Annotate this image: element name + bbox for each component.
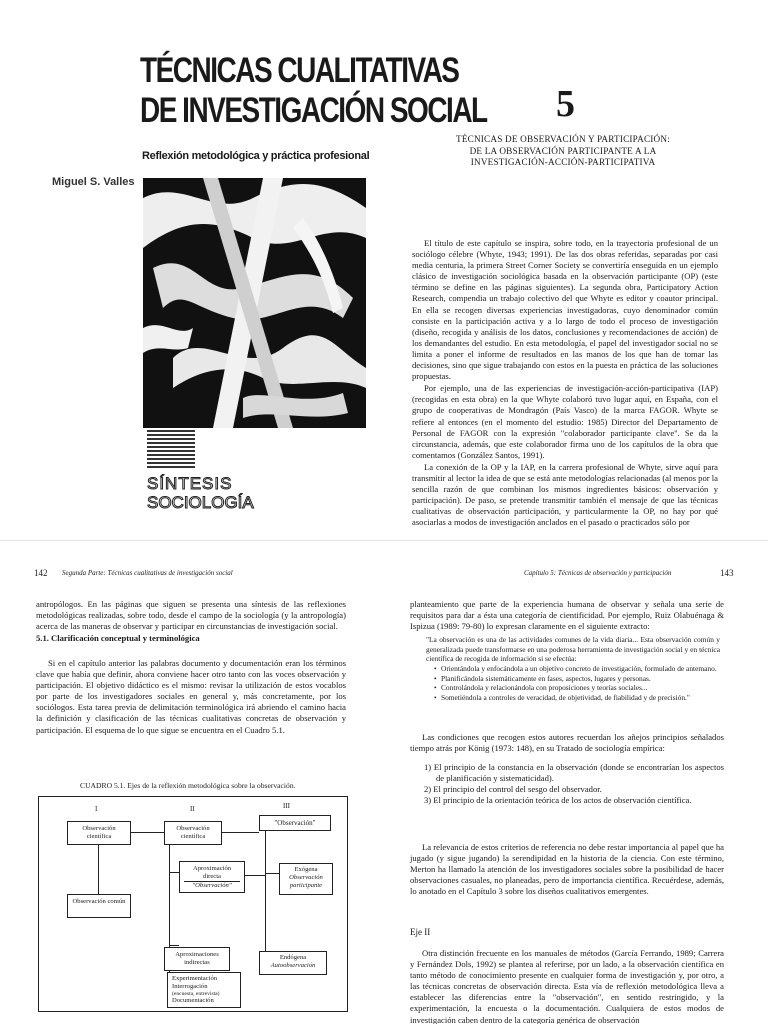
chapter-paragraph-1: El título de este capítulo se inspira, sobre todo, en la trayectoria profesional de un sociólogo célebre (Whyte, 1943; 1991). De las dos obras referidas, separadas por casi media centuria, la primera Street Corner Society se convertiría enseguida en un ejemplo clásico de investigación sociológica basada en la observación participante (OP) (este término se define en las páginas siguientes). La segunda obra, Participatory Action Research, compendia un trabajo colectivo del que Whyte es editor y coautor principal. En ella se recogen diversas experiencias investigadoras, cuyo denominador común consiste en la participación activa y a lo largo de todo el proceso de investigación (diseño, recogida y análisis de los datos, conclusiones y recomendaciones de acción) de los demandantes del estudio. En esta metodología, el papel del investigador social no se limita a poner el informe de resultados en las manos de los que han de tomar las decisiones, sino que sigue trabajando con estos en la puesta en práctica de las soluciones propuestas. [412,238,718,382]
box-endogena [259,951,327,975]
merton-paragraph: La relevancia de estos criterios de referencia no debe restar importancia al papel que ha jugado (y sigue jugando) la serendipidad en la historia de la ciencia. Con este término, Merton ha llamado la atención de los investigadores sociales sobre la posibilidad de hacer observaciones casuales, no planeadas, pero de importancia científica. Recuérdese, además, lo anotado en el Capítulo 3 sobre los diseños cualitativos emergentes. [410,842,724,897]
section-paragraph: Si en el capítulo anterior las palabras documento y documentación eran los términos clave que había que definir, ahora conviene hacer otro tanto con las voces observación y participación. El objetivo didáctico es el mismo: revisar la utilización de estos vocablos por parte de los investigadores sociales en general y, más concretamente, por los sociólogos. Esta tarea previa de delimitación terminológica irá abriendo el camino hacia la definición y clasificación de las técnicas cualitativas concretas de observación y participación. El esquema de lo que sigue se encuentra en el Cuadro 5.1. [36,658,346,735]
bullet-text: Controlándola y relacionándola con proposiciones y teorías sociales... [441,683,648,693]
box-observacion-comun [67,894,131,918]
page-142-intro: antropólogos. En las páginas que siguen se presenta una síntesis de las reflexiones metodológicas realizadas, sobre todo, desde el campo de la sociología (y la antropología) acerca de las maneras de observar y participar en circunstancias de investigación social. [36,599,346,632]
page-143-konig [410,732,724,754]
connector [244,875,265,876]
book-author: Miguel S. Valles [52,176,135,188]
bullet-item: • Orientándola y enfocándola a un objetivo concreto de investigación, formulado de antemano. [434,664,720,674]
page-143-intro: planteamiento que parte de la experiencia humana de observar y señala una serie de requisitos para dar a ésta una categoría de cientificidad. Por ejemplo, Ruiz Olabuénaga & Ispizua (1989: 79-80) lo expresan claramente en el siguiente extracto: [410,599,724,632]
page-number-143: 143 [720,568,734,578]
box-observacion-quote [259,815,331,831]
eje-ii-heading: Eje II [410,927,431,937]
box-observacion-cientifica-1 [67,821,131,845]
connector [169,945,179,946]
box-tecnicas-indirectas [167,972,241,1008]
item-interrogacion-sub: (encuesta, entrevista) [172,991,220,997]
connector [130,832,164,833]
chapter-opener-page [384,0,768,540]
box-label-italic: Observación participante [289,874,323,889]
box-label: Endógena [279,954,307,961]
page-143-merton [410,842,724,897]
box-label: Exógena [294,866,318,873]
box-label: Observación científica [176,825,210,840]
bullet-item: • Planificándola sistemáticamente en fases, aspectos, lugares y personas. [434,674,720,684]
quote-bullets [434,664,720,702]
bullet-item: • Controlándola y relacionándola con proposiciones y teorías sociales... [434,683,720,693]
page-142 [0,540,384,1024]
connector [265,873,279,874]
section-heading-5-1: 5.1. Clarificación conceptual y terminológica [36,633,200,643]
chapter-paragraph-2: Por ejemplo, una de las experiencias de investigación-acción-participativa (IAP) (recogidas en esta obra) en la que Whyte colaboró tuvo lugar aquí, en España, con el grupo de cooperativas de Mondragón (País Vasco) de la marca FAGOR. Whyte se refiere al entonces (en el momento del estudio: 1985) Director del Departamento de Personal de FAGOR con la expresión "colaborador participante clave". Se da la circunstancia, además, que este colaborador firma uno de los capítulos de la obra que comentamos (González Santos, 1991). [412,383,718,460]
konig-paragraph: Las condiciones que recogen estos autores recuerdan los añejos principios señalados tiempo atrás por König (1973: 148), en su Tratado de sociología empírica: [410,732,724,754]
page-143-quote: "La observación es una de las actividades comunes de la vida diaria... Esta observación común y generalizada puede transformarse en una poderosa herramienta de investigación social y en técnica científica de recogida de información si se efectúa: [426,635,720,664]
box-aproximaciones-indirectas [164,947,230,971]
box-label: Observación científica [82,825,116,840]
running-head-142: Segunda Parte: Técnicas cualitativas de investigación social [62,569,233,577]
figure-caption: CUADRO 5.1. Ejes de la reflexión metodológica sobre la observación. [80,781,296,790]
chapter-title [408,134,718,169]
chapter-number: 5 [556,83,575,125]
item-experimentacion: Experimentación [172,975,218,982]
running-head-143: Capítulo 5: Técnicas de observación y participación [524,569,672,577]
chapter-paragraph-3: La conexión de la OP y la IAP, en la carrera profesional de Whyte, sirve aquí para transmitir al lector la idea de que se está ante metodologías relacionadas (al menos por la sencilla razón de que combinan los mismos ingredientes básicos: observación y participación). De paso, se pretende transmitir también el mensaje de que las técnicas cualitativas de observación participación, y particularmente la OP, no hay por qué asociarlas a modos de investigación anclados en el pasado o practicados sólo por [412,461,718,528]
principle-1: 1) El principio de la constancia en la observación (donde se encontrarían los aspectos de planificación y sistematicidad). [424,762,724,784]
page-142-section-paragraph [36,658,346,736]
chapter-title-line2: DE LA OBSERVACIÓN PARTICIPANTE A LA [469,145,657,156]
box-exogena [279,863,333,895]
box-label: Aproximaciones indirectas [175,951,219,966]
publisher-series: SOCIOLOGÍA [147,493,254,512]
publisher-name: SÍNTESIS [147,474,233,493]
figure-5-1-diagram [38,796,348,1012]
connector [169,872,179,873]
box-label-italic: Autoobservación [270,962,316,969]
axis-label-I: I [95,805,98,813]
box-label-quote: "Observación" [184,881,240,890]
bullet-text: Sometiéndola a controles de veracidad, de objetividad, de fiabilidad y de precisión." [441,692,690,702]
publisher-stripes [147,430,195,470]
box-label: "Observación" [274,819,316,827]
principles-list [424,762,724,806]
book-title-line1: TÉCNICAS CUALITATIVAS [140,50,459,90]
book-subtitle: Reflexión metodológica y práctica profesional [142,150,370,162]
bullet-text: Orientándola y enfocándola a un objetivo concreto de investigación, formulado de antemano. [441,664,717,673]
box-observacion-cientifica-2 [164,821,222,845]
bullet-text: Planificándola sistemáticamente en fases, aspectos, lugares y personas. [441,673,651,683]
axis-label-III: III [283,802,290,810]
book-cover [0,0,487,540]
item-interrogacion: Interrogación [172,983,208,990]
connector [265,830,266,960]
page-143-eje [410,948,724,1024]
eje-paragraph: Otra distinción frecuente en los manuales de métodos (García Ferrando, 1989; Carrera y Fernández Dols, 1992) se plantea al referirse, por un lado, a la observación científica en tanto método de conocimiento presente en cualquier forma de investigación y, por otro, a las técnicas concretas de observación directa. Esta vía de reflexión metodológica lleva a establecer las diferencias entre la "observación", en sentido restringido, y la experimentación, la encuesta o la documentación. Cualquiera de estos modos de investigación caben dentro de la categoría genérica de observación [410,948,724,1024]
connector [98,844,99,894]
cover-artwork [143,178,366,428]
box-aproximacion-directa [179,861,245,893]
connector [221,832,259,833]
box-label: Aproximación directa [192,865,232,880]
page-number-142: 142 [34,568,48,578]
bullet-item: • Sometiéndola a controles de veracidad, de objetividad, de fiabilidad y de precisión." [434,693,720,703]
chapter-title-line3: INVESTIGACIÓN-ACCIÓN-PARTICIPATIVA [470,157,656,167]
axis-label-II: II [190,805,195,813]
book-title-line2: DE INVESTIGACIÓN SOCIAL [140,90,487,130]
principle-3: 3) El principio de la orientación teórica de los actos de observación científica. [424,795,692,806]
chapter-title-line1: TÉCNICAS DE OBSERVACIÓN Y PARTICIPACIÓN: [456,134,670,144]
box-label: Observación común [72,898,126,905]
item-documentacion: Documentación [172,997,214,1004]
chapter-body [412,238,718,528]
page-143 [384,540,768,1024]
principle-2: 2) El principio del control del sesgo del observador. [424,784,602,795]
